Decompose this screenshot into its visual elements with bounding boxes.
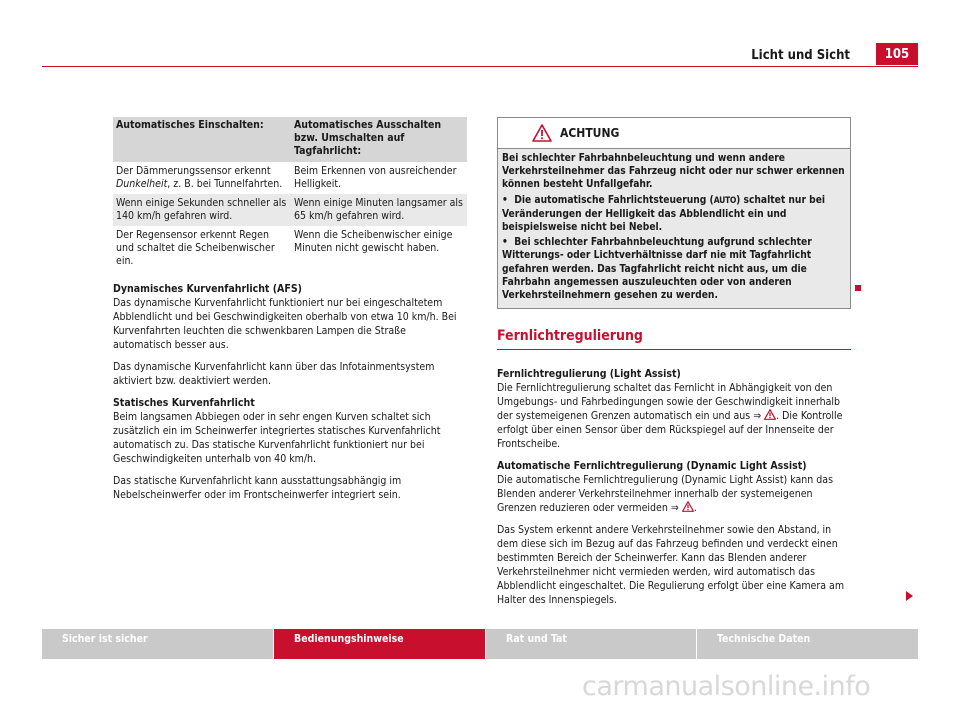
header-rule	[42, 66, 918, 67]
continue-arrow-icon	[906, 591, 913, 601]
table-row	[113, 194, 467, 226]
table-header-cell: Automatisches Einschalten:	[113, 117, 291, 162]
page-header-title: Licht und Sicht	[751, 48, 850, 63]
bullet: •	[502, 194, 508, 206]
warning-text: ) schaltet nur bei Veränderungen der Helligkeit das Abblendlicht ein und beispielsweise nicht bei Nebel.	[502, 194, 826, 234]
dynamic-light-assist-heading: Automatische Fernlichtregulierung (Dynamic Light Assist)	[497, 460, 807, 472]
light-assist-heading: Fernlichtregulierung (Light Assist)	[497, 368, 681, 380]
warning-text: Die automatische Fahrlichtsteuerung (	[514, 194, 714, 206]
table-cell: Wenn die Scheibenwischer einige Minuten nicht gewischt haben.	[294, 229, 453, 254]
section-end-marker	[855, 285, 861, 291]
paragraph-text: Die automatische Fernlichtregulierung (Dynamic Light Assist) kann das Blenden anderer Verkehrsteilnehmer innerhalb der systemeigenen Grenzen reduzieren oder vermeiden ⇒	[497, 474, 833, 514]
warning-bullet-item	[502, 236, 846, 302]
table-cell: Der Regensensor erkennt Regen und schaltet die Scheibenwischer ein.	[116, 229, 275, 267]
cell-text: , z. B. bei Tunnelfahrten.	[167, 178, 283, 190]
static-paragraph: Das statische Kurvenfahrlicht kann ausstattungsabhängig im Nebelscheinwerfer oder im Frontscheinwerfer integriert sein.	[113, 475, 402, 501]
paragraph-text: .	[693, 502, 697, 514]
table-header-row	[113, 117, 467, 162]
footer-nav	[42, 629, 918, 659]
table-header-cell: Automatisches Ausschalten bzw. Umschalten auf Tagfahrlicht:	[291, 117, 467, 162]
warning-reference-icon[interactable]	[764, 409, 776, 420]
watermark: carmanualsonline.info	[582, 671, 871, 702]
right-column	[497, 117, 851, 309]
lighting-table	[113, 117, 467, 271]
afs-heading: Dynamisches Kurvenfahrlicht (AFS)	[113, 283, 302, 295]
static-paragraph: Beim langsamen Abbiegen oder in sehr engen Kurven schaltet sich zusätzlich ein im Scheinwerfer integriertes statisches Kurvenfahrlicht automatisch zu. Das statische Kurvenfahrlicht funktioniert nur bei Geschwindigkeiten unterhalb von 40 km/h.	[113, 411, 441, 465]
warning-body	[498, 149, 850, 308]
bullet: •	[502, 237, 508, 249]
footer-tab-bedienungshinweise[interactable]: Bedienungshinweise	[274, 629, 485, 659]
section-title: Fernlichtregulierung	[497, 328, 851, 350]
warning-reference-icon[interactable]	[682, 501, 694, 512]
warning-bullet-item	[502, 194, 846, 235]
warning-triangle-icon	[532, 124, 552, 142]
warning-header	[498, 118, 850, 149]
auto-code: AUTO	[713, 195, 737, 206]
paragraph-text: . Die Kontrolle erfolgt über einen Sensor über dem Rückspiegel auf der Innenseite der Frontscheibe.	[497, 410, 843, 450]
dynamic-light-assist-paragraph	[497, 473, 851, 515]
footer-tab-sicher[interactable]: Sicher ist sicher	[42, 629, 273, 659]
cell-emphasis: Dunkelheit	[116, 178, 168, 190]
footer-tab-rat-und-tat[interactable]: Rat und Tat	[486, 629, 696, 659]
warning-title: ACHTUNG	[560, 126, 620, 140]
table-cell: Wenn einige Sekunden schneller als 140 km/h gefahren wird.	[113, 194, 291, 226]
afs-paragraph: Das dynamische Kurvenfahrlicht funktioniert nur bei eingeschaltetem Abblendlicht und bei Geschwindigkeiten oberhalb von etwa 10 km/h. Bei Kurvenfahrten leuchten die schwenkbaren Lampen die Straße automatisch besser aus.	[113, 297, 457, 351]
cell-text: Der Dämmerungssensor erkennt	[116, 165, 271, 177]
high-beam-section	[497, 328, 851, 615]
paragraph-text: Die Fernlichtregulierung schaltet das Fernlicht in Abhängigkeit von den Umgebungs- und Fahrbedingungen sowie der Geschwindigkeit innerhalb der systemeigenen Grenzen automatisch ein und aus ⇒	[497, 382, 841, 422]
section-body	[497, 367, 851, 607]
system-paragraph: Das System erkennt andere Verkehrsteilnehmer sowie den Abstand, in dem diese sich im Bezug auf das Fahrzeug befinden und verdeckt einen bestimmten Bereich der Scheinwerfer. Kann das Blenden anderer Verkehrsteilnehmer nicht vermieden werden, wird automatisch das Abblendlicht eingeschaltet. Die Regulierung erfolgt über eine Kamera am Halter des Innenspiegels.	[497, 524, 845, 606]
table-row	[113, 162, 467, 194]
table-cell: Wenn einige Minuten langsamer als 65 km/h gefahren wird.	[291, 194, 467, 226]
table-row	[113, 226, 467, 271]
afs-paragraph: Das dynamische Kurvenfahrlicht kann über das Infotainmentsystem aktiviert bzw. deaktiviert werden.	[113, 361, 435, 387]
page-number: 105	[876, 43, 918, 65]
footer-tab-technische-daten[interactable]: Technische Daten	[697, 629, 918, 659]
warning-text: Bei schlechter Fahrbahnbeleuchtung aufgrund schlechter Witterungs- oder Lichtverhältnisse darf nie mit Tagfahrlicht gefahren werden. Das Tagfahrlicht reicht nicht aus, um die Fahrbahn angemessen auszuleuchten oder von anderen Verkehrsteilnehmern gesehen zu werden.	[502, 237, 812, 302]
static-heading: Statisches Kurvenfahrlicht	[113, 397, 255, 409]
left-column	[113, 117, 467, 510]
table-cell: Beim Erkennen von ausreichender Helligkeit.	[294, 165, 457, 190]
table-cell	[113, 162, 291, 194]
light-assist-paragraph	[497, 381, 851, 451]
warning-paragraph: Bei schlechter Fahrbahnbeleuchtung und wenn andere Verkehrsteilnehmer das Fahrzeug nicht oder nur schwer erkennen können besteht Unfallgefahr.	[502, 153, 845, 191]
warning-box	[497, 117, 851, 309]
